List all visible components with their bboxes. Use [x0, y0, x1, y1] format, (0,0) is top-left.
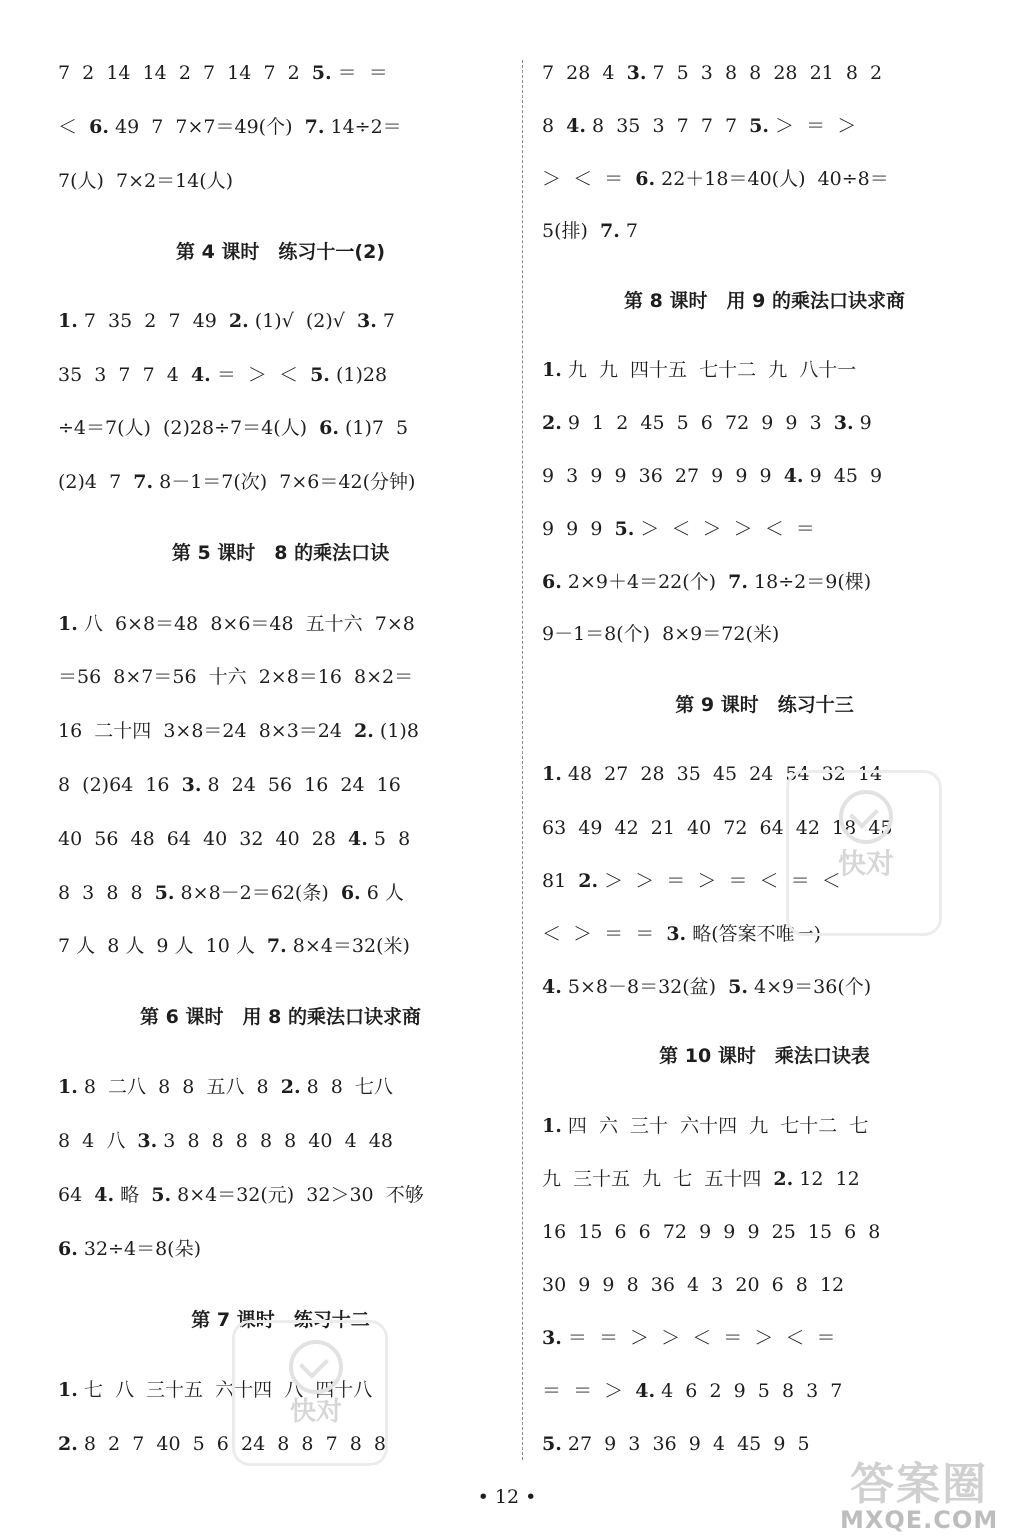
answer-line: [542, 218, 638, 244]
answer-text: 40 56 48 64 40 32 40 28: [58, 828, 349, 850]
answer-line: [542, 621, 779, 647]
question-number: 4.: [635, 1380, 656, 1402]
answer-line: [58, 611, 415, 637]
answer-line: [542, 1166, 860, 1192]
section-heading: 第 8 课时 用 9 的乘法口诀求商: [624, 290, 905, 312]
section-heading: 第 7 课时 练习十二: [191, 1309, 370, 1331]
answer-text: 30 9 9 8 36 4 3 20 6 8 12: [542, 1274, 845, 1296]
answer-text: 7 人 8 人 9 人 10 人: [58, 935, 267, 957]
answer-text: 9 9 9: [542, 518, 615, 540]
answer-text: ＞ ＝ ＞: [769, 115, 857, 137]
answer-line: [58, 1236, 201, 1262]
answer-text: 3 8 8 8 8 8 40 4 48: [157, 1130, 393, 1152]
answer-line: [58, 362, 387, 388]
answer-text: 81: [542, 870, 579, 892]
answer-text: 7 28 4: [542, 62, 627, 84]
answer-line: [542, 357, 856, 383]
answer-text: 8×4＝32(元) 32＞30 不够: [171, 1184, 424, 1206]
check-circle-icon: [289, 1340, 343, 1394]
answer-text: ＞ ＞ ＝ ＞ ＝ ＜ ＝ ＜: [598, 870, 841, 892]
answer-text: 7(人) 7×2＝14(人): [58, 170, 234, 192]
answer-line: [542, 410, 872, 436]
answer-text: 22＋18＝40(人) 40÷8＝: [655, 168, 889, 190]
answer-text: 5 8: [367, 828, 411, 850]
answer-line: [58, 664, 413, 690]
question-number: 1.: [58, 1379, 78, 1401]
answer-line: [58, 772, 401, 798]
answer-text: 8 4 八: [58, 1130, 138, 1152]
answer-line: [58, 168, 233, 194]
answer-text: (2)4 7: [58, 471, 134, 493]
answer-line: [542, 463, 882, 489]
answer-text: 48 27 28 35 45 24 54 32 14: [561, 763, 883, 785]
question-number: 5.: [154, 882, 175, 904]
question-number: 4.: [542, 976, 562, 998]
question-number: 1.: [58, 613, 78, 635]
answer-line: [542, 569, 871, 595]
question-number: 1.: [542, 1115, 562, 1137]
question-number: 5.: [542, 1433, 562, 1455]
answer-text: ＞ ＜ ＞ ＞ ＜ ＝: [634, 518, 815, 540]
answer-text: 八 6×8＝48 8×6＝48 五十六 7×8: [77, 613, 415, 635]
answer-text: 8 24 56 16 24 16: [201, 774, 401, 796]
answer-text: 8 2 7 40 5 6 24 8 8 7 8 8: [77, 1433, 386, 1455]
answer-text: 16 15 6 6 72 9 9 9 25 15 6 8: [542, 1221, 881, 1243]
answer-text: 8: [542, 115, 567, 137]
answer-text: 35 3 7 7 4: [58, 364, 191, 386]
answer-line: [542, 166, 889, 192]
question-number: 3.: [833, 412, 854, 434]
question-number: 7.: [133, 471, 154, 493]
answer-text: 5×8－8＝32(盆): [561, 976, 729, 998]
question-number: 7.: [728, 571, 748, 593]
question-number: 3.: [357, 310, 377, 332]
answer-line: [542, 1378, 842, 1404]
answer-text: 14÷2＝: [324, 116, 402, 138]
question-number: 7.: [266, 935, 287, 957]
answer-text: 4×9＝36(个): [748, 976, 872, 998]
answer-text: ＝ ＝ ＞: [542, 1380, 636, 1402]
answer-text: ＞ ＜ ＝: [542, 168, 636, 190]
answer-text: (1)√ (2)√: [248, 310, 357, 332]
answer-text: ÷4＝7(人) (2)28÷7＝4(人): [58, 417, 320, 439]
answer-text: 63 49 42 21 40 72 64 42 18 45: [542, 817, 893, 839]
answer-text: 9 3 9 9 36 27 9 9 9: [542, 465, 784, 487]
question-number: 5.: [728, 976, 748, 998]
answer-line: [542, 921, 821, 947]
answer-text: ＜: [58, 116, 90, 138]
answer-text: 略(答案不唯一): [686, 923, 822, 945]
answer-text: 16 二十四 3×8＝24 8×3＝24: [58, 720, 355, 742]
answer-text: 七 八 三十五 六十四 八 四十八: [77, 1379, 373, 1401]
question-number: 6.: [58, 1238, 78, 1260]
question-number: 6.: [340, 882, 361, 904]
answer-text: 6 人: [360, 882, 404, 904]
question-number: 3.: [181, 774, 202, 796]
answer-text: 九 九 四十五 七十二 九 八十一: [561, 359, 857, 381]
answer-text: 8 二八 8 8 五八 8: [77, 1076, 281, 1098]
answer-text: 27 9 3 36 9 4 45 9 5: [561, 1433, 810, 1455]
question-number: 2.: [280, 1076, 301, 1098]
question-number: 2.: [578, 870, 599, 892]
answer-line: [58, 469, 415, 495]
answer-text: 7 5 3 8 8 28 21 8 2: [646, 62, 883, 84]
answer-text: 8 3 8 8: [58, 882, 155, 904]
section-heading: 第 5 课时 8 的乘法口诀: [171, 542, 390, 564]
answer-line: [542, 974, 871, 1000]
answer-line: [542, 1219, 880, 1245]
kuaidui-watermark-left: 快对: [256, 1340, 376, 1430]
answer-text: 2×9＋4＝22(个): [561, 571, 729, 593]
answer-text: (1)8: [373, 720, 419, 742]
question-number: 4.: [783, 465, 804, 487]
answer-text: 9: [853, 412, 872, 434]
section-heading: 第 4 课时 练习十一(2): [175, 241, 386, 263]
answer-line: [58, 718, 419, 744]
answer-line: [58, 1074, 393, 1100]
answer-line: [58, 826, 410, 852]
answer-text: 7 2 14 14 2 7 14 7 2: [58, 62, 312, 84]
answer-line: [58, 114, 402, 140]
question-number: 1.: [58, 310, 78, 332]
answer-text: 9 1 2 45 5 6 72 9 9 3: [561, 412, 834, 434]
question-number: 2.: [58, 1433, 78, 1455]
answer-text: 8－1＝7(次) 7×6＝42(分钟): [153, 471, 416, 493]
question-number: 6.: [542, 571, 562, 593]
kuaidui-watermark-right: 快对: [806, 790, 926, 884]
answer-line: [542, 516, 815, 542]
answer-text: ＝56 8×7＝56 十六 2×8＝16 8×2＝: [58, 666, 414, 688]
answer-text: 9－1＝8(个) 8×9＝72(米): [542, 623, 780, 645]
question-number: 6.: [89, 116, 109, 138]
question-number: 5.: [310, 364, 330, 386]
answer-line: [58, 60, 388, 86]
question-number: 4.: [94, 1184, 115, 1206]
answer-line: [58, 415, 408, 441]
page-number: • 12 •: [477, 1486, 537, 1508]
answer-text: 8×8－2＝62(条): [174, 882, 341, 904]
question-number: 2.: [773, 1168, 794, 1190]
answer-text: ＝ ＞ ＜: [210, 364, 311, 386]
question-number: 1.: [58, 1076, 78, 1098]
answer-text: 8 (2)64 16: [58, 774, 182, 796]
answer-text: ＝ ＝: [331, 62, 388, 84]
answer-text: 12 12: [793, 1168, 860, 1190]
section-heading: 第 10 课时 乘法口诀表: [659, 1045, 870, 1067]
question-number: 3.: [542, 1327, 562, 1349]
answer-line: [542, 1113, 868, 1139]
question-number: 3.: [137, 1130, 158, 1152]
brand-watermark-url: MXQE.COM: [840, 1506, 999, 1534]
answer-line: [58, 308, 395, 334]
check-circle-icon: [839, 790, 893, 844]
answer-line: [542, 1272, 844, 1298]
column-divider: [522, 60, 523, 1460]
answer-line: [58, 880, 404, 906]
answer-text: 32÷4＝8(朵): [77, 1238, 201, 1260]
question-number: 1.: [542, 359, 562, 381]
answer-text: ＜ ＞ ＝ ＝: [542, 923, 667, 945]
question-number: 5.: [151, 1184, 172, 1206]
question-number: 5.: [311, 62, 332, 84]
question-number: 5.: [749, 115, 769, 137]
question-number: 4.: [190, 364, 211, 386]
answer-text: (1)28: [329, 364, 388, 386]
section-heading: 第 9 课时 练习十三: [675, 694, 854, 716]
question-number: 2.: [228, 310, 249, 332]
answer-line: [542, 113, 856, 139]
section-heading: 第 6 课时 用 8 的乘法口诀求商: [140, 1006, 421, 1028]
answer-text: ＝ ＝ ＞ ＞ ＜ ＝ ＞ ＜ ＝: [561, 1327, 836, 1349]
answer-line: [542, 60, 882, 86]
answer-text: 49 7 7×7＝49(个): [108, 116, 305, 138]
answer-text: 九 三十五 九 七 五十四: [542, 1168, 774, 1190]
answer-text: 9 45 9: [803, 465, 883, 487]
answer-line: [58, 933, 410, 959]
answer-text: 64: [58, 1184, 95, 1206]
question-number: 6.: [635, 168, 656, 190]
question-number: 4.: [348, 828, 368, 850]
question-number: 2.: [542, 412, 562, 434]
answer-text: 7: [376, 310, 395, 332]
answer-text: 8 35 3 7 7 7: [586, 115, 750, 137]
question-number: 7.: [600, 220, 620, 242]
answer-text: 18÷2＝9(棵): [748, 571, 872, 593]
answer-text: 8×4＝32(米): [286, 935, 410, 957]
brand-watermark-name: 答案圈: [850, 1459, 989, 1510]
answer-text: 略: [114, 1184, 152, 1206]
question-number: 3.: [666, 923, 687, 945]
question-number: 2.: [354, 720, 374, 742]
answer-line: [542, 1431, 810, 1457]
question-number: 4.: [566, 115, 587, 137]
answer-line: [58, 1182, 424, 1208]
question-number: 3.: [626, 62, 647, 84]
answer-text: 4 6 2 9 5 8 3 7: [655, 1380, 843, 1402]
question-number: 6.: [319, 417, 339, 439]
answer-line: [58, 1128, 393, 1154]
question-number: 1.: [542, 763, 562, 785]
answer-line: [542, 1325, 836, 1351]
question-number: 5.: [614, 518, 635, 540]
answer-text: 四 六 三十 六十四 九 七十二 七: [561, 1115, 869, 1137]
answer-text: 7 35 2 7 49: [77, 310, 229, 332]
answer-text: (1)7 5: [338, 417, 409, 439]
question-number: 7.: [304, 116, 325, 138]
answer-text: 5(排): [542, 220, 600, 242]
answer-text: 8 8 七八: [300, 1076, 393, 1098]
answer-text: 7: [619, 220, 638, 242]
